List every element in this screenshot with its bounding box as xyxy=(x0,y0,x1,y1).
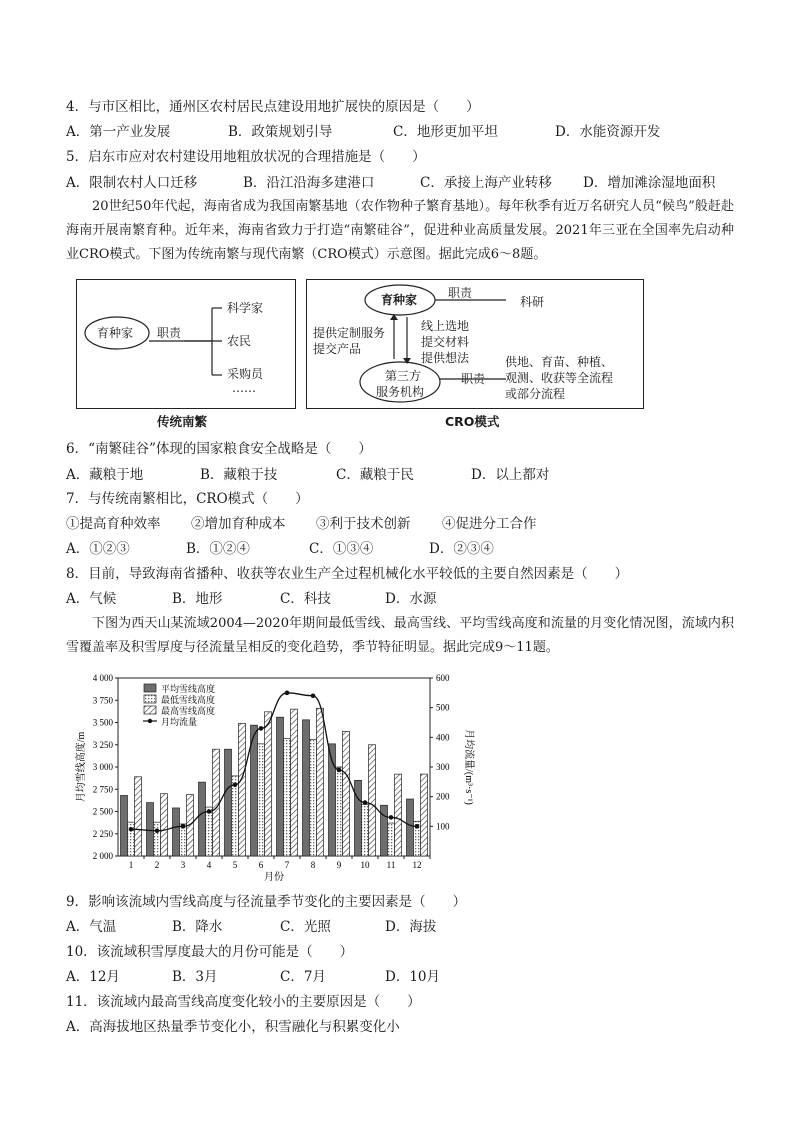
bar-max-snowline xyxy=(213,749,220,856)
bar-min-snowline xyxy=(310,739,317,856)
x-tick-label: 7 xyxy=(284,860,290,870)
bar-avg-snowline xyxy=(277,717,284,856)
x-tick-label: 8 xyxy=(310,860,316,870)
legend-swatch xyxy=(144,706,156,714)
x-tick-label: 5 xyxy=(232,860,238,870)
q9-stem: 9．影响该流域内雪线高度与径流量季节变化的主要因素是（ ） xyxy=(66,894,467,910)
q4-option-d: D．水能资源开发 xyxy=(555,124,661,140)
traditional-item-scientist: 科学家 xyxy=(227,301,264,315)
x-tick-label: 4 xyxy=(206,860,212,870)
chart-ylabel: 月均雪线高度/m xyxy=(76,731,87,803)
bar-avg-snowline xyxy=(121,795,128,856)
q4-option-b: B．政策规划引导 xyxy=(228,124,333,140)
cro-duty-line-2: 观测、收获等全流程 xyxy=(505,371,614,385)
traditional-breeder: 育种家 xyxy=(97,326,134,340)
traditional-item-ellipsis: …… xyxy=(232,381,256,395)
traditional-duty: 职责 xyxy=(157,326,182,340)
y-tick-label: 3 000 xyxy=(92,762,113,772)
q10-option-c: C．7月 xyxy=(280,969,326,985)
bar-min-snowline xyxy=(232,776,239,856)
y2-tick-label: 400 xyxy=(436,732,450,743)
y-tick-label: 2 000 xyxy=(92,851,113,861)
flow-point xyxy=(155,828,160,833)
y2-tick-label: 600 xyxy=(436,673,450,683)
flow-point xyxy=(389,815,394,820)
q7-option-a: A．①②③ xyxy=(66,541,130,557)
cro-duty-top: 职责 xyxy=(448,286,473,300)
flow-point xyxy=(285,691,290,696)
q8-option-a: A．气候 xyxy=(66,591,117,607)
cro-research: 科研 xyxy=(520,295,545,309)
q6-option-b: B．藏粮于技 xyxy=(200,467,278,483)
q7-item-1: ①提高育种效率 xyxy=(66,516,161,532)
q5-option-c: C．承接上海产业转移 xyxy=(420,175,552,191)
y2-tick-label: 200 xyxy=(436,791,450,802)
bar-max-snowline xyxy=(161,794,168,856)
x-tick-label: 9 xyxy=(336,860,342,870)
legend-swatch xyxy=(144,695,156,703)
bar-max-snowline xyxy=(291,709,298,856)
x-tick-label: 1 xyxy=(128,860,134,870)
q8-stem: 8．目前，导致海南省播种、收获等农业生产全过程机械化水平较低的主要自然因素是（ ） xyxy=(66,566,629,582)
bar-avg-snowline xyxy=(147,803,154,856)
flow-point xyxy=(311,694,316,699)
y2-tick-label: 300 xyxy=(436,762,450,772)
bar-max-snowline xyxy=(421,774,428,856)
q7-item-2: ②增加育种成本 xyxy=(191,516,286,532)
cro-left-label-1: 提供定制服务 xyxy=(313,326,386,340)
q7-option-c: C．①③④ xyxy=(309,541,374,557)
y-tick-label: 3 750 xyxy=(92,695,113,706)
q10-option-a: A．12月 xyxy=(66,969,120,985)
cro-caption: CRO模式 xyxy=(445,414,500,429)
passage-nanfan: 20世纪50年代起，海南省成为我国南繁基地（农作物种子繁育基地）。每年秋季有近万名研究人员“候鸟”般赶赴海南开展南繁育种。近年来，海南省致力于打造“南繁硅谷”，促进种业高质量发展。2021年三亚在全国率先启动种业CRO模式。下图为传统南繁与现代南繁（CRO模式）示意图。据此完成6～8题。 xyxy=(66,199,734,262)
flow-point xyxy=(129,827,134,832)
bar-max-snowline xyxy=(265,712,272,856)
q11-stem: 11．该流域内最高雪线高度变化较小的主要原因是（ ） xyxy=(66,994,421,1010)
bar-min-snowline xyxy=(336,767,343,856)
traditional-item-farmer: 农民 xyxy=(227,334,252,348)
bar-avg-snowline xyxy=(173,808,180,856)
q11-option-a: A．高海拔地区热量季节变化小，积雪融化与积累变化小 xyxy=(66,1019,400,1035)
bar-max-snowline xyxy=(317,708,324,856)
legend-marker xyxy=(148,719,152,723)
q9-option-c: C．光照 xyxy=(280,919,331,935)
flow-point xyxy=(207,809,212,814)
q5-stem: 5．启东市应对农村建设用地粗放状况的合理措施是（ ） xyxy=(66,149,426,165)
bar-avg-snowline xyxy=(303,720,310,856)
q8-option-b: B．地形 xyxy=(172,591,223,607)
q8-option-c: C．科技 xyxy=(280,591,331,607)
cro-duty-line-3: 或部分流程 xyxy=(505,387,566,401)
cro-left-label-2: 提交产品 xyxy=(313,342,362,356)
q9-option-b: B．降水 xyxy=(172,919,223,935)
chart-y2label: 月均流量/(m³·s⁻¹) xyxy=(463,729,474,805)
q4-option-a: A．第一产业发展 xyxy=(66,124,171,140)
bar-max-snowline xyxy=(135,777,142,856)
q8-option-d: D．水源 xyxy=(385,591,437,607)
legend-swatch xyxy=(144,684,156,692)
legend-label: 最低雪线高度 xyxy=(161,695,216,705)
traditional-caption: 传统南繁 xyxy=(157,414,208,429)
q6-stem: 6．“南繁硅谷”体现的国家粮食安全战略是（ ） xyxy=(66,441,372,457)
q10-stem: 10．该流域积雪厚度最大的月份可能是（ ） xyxy=(66,944,354,960)
q7-item-3: ③利于技术创新 xyxy=(316,516,411,532)
q6-option-a: A．藏粮于地 xyxy=(66,467,144,483)
bar-min-snowline xyxy=(284,739,291,856)
bar-min-snowline xyxy=(362,804,369,856)
bar-max-snowline xyxy=(395,774,402,856)
y-tick-label: 2 250 xyxy=(92,828,113,839)
bar-avg-snowline xyxy=(407,799,414,856)
bar-min-snowline xyxy=(154,822,161,856)
x-tick-label: 2 xyxy=(154,860,160,870)
bar-avg-snowline xyxy=(199,782,206,856)
flow-point xyxy=(233,783,238,788)
cro-right-label-2: 提交材料 xyxy=(421,335,470,349)
y2-tick-label: 500 xyxy=(436,702,450,713)
q5-option-d: D．增加滩涂湿地面积 xyxy=(583,175,716,191)
flow-point xyxy=(181,824,186,829)
cro-third-party-2: 服务机构 xyxy=(376,385,425,399)
q7-option-d: D．②③④ xyxy=(429,541,494,557)
q9-option-a: A．气温 xyxy=(66,919,117,935)
bar-min-snowline xyxy=(388,823,395,856)
bar-max-snowline xyxy=(369,745,376,856)
x-tick-label: 11 xyxy=(386,860,396,870)
q10-option-d: D．10月 xyxy=(385,969,441,985)
q4-option-c: C．地形更加平坦 xyxy=(393,124,498,140)
passage-snowline: 下图为西天山某流域2004—2020年期间最低雪线、最高雪线、平均雪线高度和流量的月变化情况图，流域内积雪覆盖率及积雪厚度与径流量呈相反的变化趋势，季节特征明显。据此完成9～11题。 xyxy=(66,616,734,655)
cro-duty-line-1: 供地、育苗、种植、 xyxy=(505,355,614,369)
bar-min-snowline xyxy=(258,744,265,856)
x-tick-label: 3 xyxy=(180,860,186,870)
y-tick-label: 3 500 xyxy=(92,717,113,728)
flow-point xyxy=(259,726,264,731)
q5-option-b: B．沿江沿海多建港口 xyxy=(243,175,375,191)
y-tick-label: 2 750 xyxy=(92,784,113,795)
bar-avg-snowline xyxy=(225,749,232,856)
q5-option-a: A．限制农村人口迁移 xyxy=(66,175,198,191)
x-tick-label: 6 xyxy=(258,860,264,870)
legend-label: 平均雪线高度 xyxy=(161,684,216,694)
chart-xlabel: 月份 xyxy=(264,872,284,883)
snowline-chart xyxy=(70,668,480,884)
q6-option-d: D．以上都对 xyxy=(471,467,550,483)
x-tick-label: 10 xyxy=(360,860,370,870)
cro-third-party-1: 第三方 xyxy=(385,369,422,383)
q7-option-b: B．①②④ xyxy=(186,541,250,557)
y-tick-label: 2 500 xyxy=(92,806,113,817)
x-tick-label: 12 xyxy=(412,860,422,870)
bar-min-snowline xyxy=(180,824,187,856)
traditional-item-buyer: 采购员 xyxy=(227,367,264,381)
q7-stem: 7．与传统南繁相比，CRO模式（ ） xyxy=(66,491,309,507)
q4-stem: 4．与市区相比，通州区农村居民点建设用地扩展快的原因是（ ） xyxy=(66,99,480,115)
flow-point xyxy=(363,800,368,805)
bar-max-snowline xyxy=(239,723,246,856)
q10-option-b: B．3月 xyxy=(172,969,218,985)
bar-avg-snowline xyxy=(355,780,362,856)
cro-duty-bottom: 职责 xyxy=(461,372,486,386)
y-tick-label: 3 250 xyxy=(92,739,113,750)
legend-label: 月均流量 xyxy=(161,717,198,727)
q6-option-c: C．藏粮于民 xyxy=(336,467,414,483)
y2-tick-label: 100 xyxy=(436,821,450,832)
bar-max-snowline xyxy=(343,731,350,856)
cro-right-label-3: 提供想法 xyxy=(421,351,470,365)
q9-option-d: D．海拔 xyxy=(385,919,437,935)
bar-min-snowline xyxy=(206,807,213,856)
legend-label: 最高雪线高度 xyxy=(161,706,216,716)
traditional-diagram-lines xyxy=(76,279,296,409)
cro-breeder: 育种家 xyxy=(381,293,418,307)
flow-point xyxy=(415,824,420,829)
y-tick-label: 4 000 xyxy=(92,673,113,683)
cro-right-label-1: 线上选地 xyxy=(421,319,470,333)
flow-point xyxy=(337,768,342,773)
q7-item-4: ④促进分工合作 xyxy=(442,516,537,532)
